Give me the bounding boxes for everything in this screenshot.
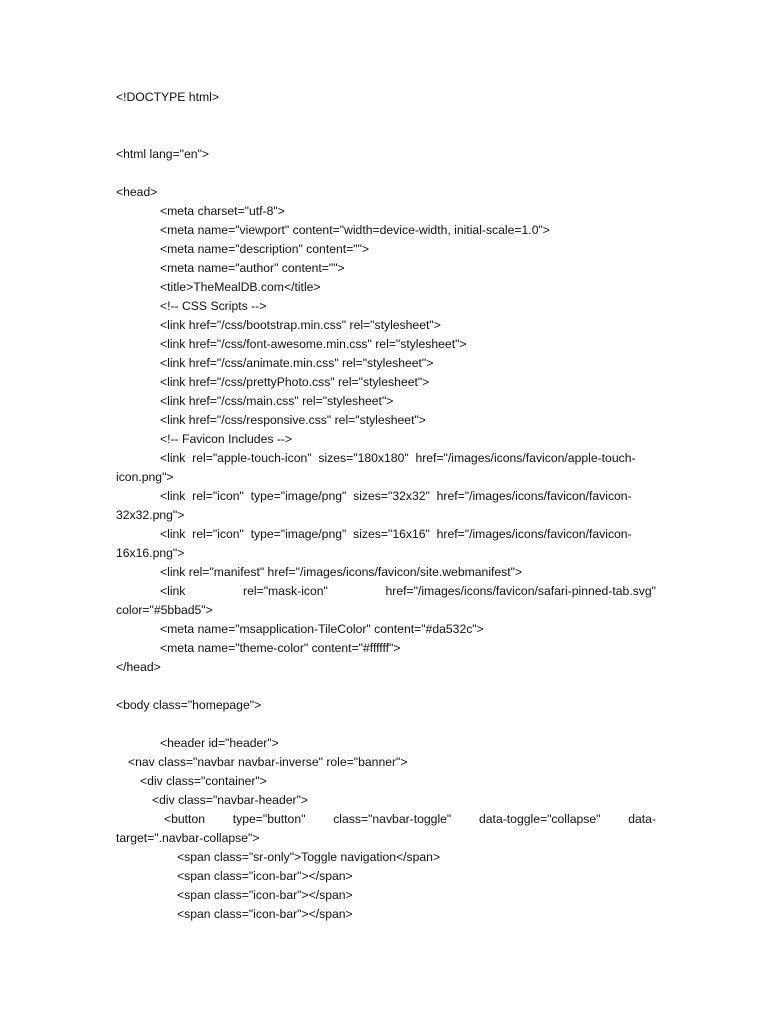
code-line: <meta name="viewport" content="width=device-width, initial-scale=1.0"> — [160, 223, 550, 237]
code-line: </head> — [116, 660, 161, 674]
code-line: <nav class="navbar navbar-inverse" role="banner"> — [128, 755, 408, 769]
code-line: <link href="/css/animate.min.css" rel="stylesheet"> — [160, 356, 434, 370]
code-line: <title>TheMealDB.com</title> — [160, 280, 321, 294]
code-line: <head> — [116, 185, 158, 199]
code-line: <link href="/css/prettyPhoto.css" rel="stylesheet"> — [160, 375, 430, 389]
code-line: <body class="homepage"> — [116, 698, 262, 712]
code-token: rel="mask-icon" — [243, 584, 328, 598]
code-line: <span class="icon-bar"></span> — [177, 907, 353, 921]
code-line: target=".navbar-collapse"> — [116, 831, 260, 845]
code-line: <link rel="manifest" href="/images/icons/favicon/site.webmanifest"> — [160, 565, 523, 579]
code-line: <meta name="description" content=""> — [160, 242, 370, 256]
code-token: type="button" — [232, 812, 306, 826]
code-token: <button — [164, 812, 206, 826]
code-line: <!-- Favicon Includes --> — [160, 432, 293, 446]
code-line: <meta name="theme-color" content="#ffffff"> — [160, 641, 401, 655]
code-line: <link rel="icon" type="image/png" sizes="32x32" href="/images/icons/favicon/favicon- — [160, 489, 632, 503]
code-line: <header id="header"> — [160, 736, 279, 750]
code-line: <link href="/css/responsive.css" rel="stylesheet"> — [160, 413, 426, 427]
code-line: <span class="icon-bar"></span> — [177, 888, 353, 902]
code-line: <!-- CSS Scripts --> — [160, 299, 267, 313]
code-line: <html lang="en"> — [116, 147, 210, 161]
code-line: <meta charset="utf-8"> — [160, 204, 285, 218]
code-line: 16x16.png"> — [116, 546, 185, 560]
code-line: <link href="/css/main.css" rel="stylesheet"> — [160, 394, 394, 408]
code-line: <link href="/css/font-awesome.min.css" rel="stylesheet"> — [160, 337, 467, 351]
code-line: 32x32.png"> — [116, 508, 185, 522]
code-token: data- — [628, 812, 656, 826]
code-line-button — [164, 811, 656, 827]
code-line: <link rel="icon" type="image/png" sizes="16x16" href="/images/icons/favicon/favicon- — [160, 527, 632, 541]
code-token: <link — [160, 584, 186, 598]
code-token: href="/images/icons/favicon/safari-pinned-tab.svg" — [385, 584, 656, 598]
code-line: <div class="container"> — [140, 774, 267, 788]
code-line: <meta name="author" content=""> — [160, 261, 345, 275]
code-line: <link href="/css/bootstrap.min.css" rel="stylesheet"> — [160, 318, 441, 332]
code-token: class="navbar-toggle" — [333, 812, 452, 826]
code-line: <span class="icon-bar"></span> — [177, 869, 353, 883]
code-line: color="#5bbad5"> — [116, 603, 213, 617]
code-line: <span class="sr-only">Toggle navigation</span> — [177, 850, 441, 864]
code-line: <div class="navbar-header"> — [152, 793, 309, 807]
code-line: <!DOCTYPE html> — [116, 90, 219, 104]
code-line: <meta name="msapplication-TileColor" content="#da532c"> — [160, 622, 484, 636]
code-line: <link rel="apple-touch-icon" sizes="180x180" href="/images/icons/favicon/apple-touch- — [160, 451, 636, 465]
code-line-mask-icon — [160, 583, 656, 599]
code-token: data-toggle="collapse" — [479, 812, 601, 826]
code-line: icon.png"> — [116, 470, 174, 484]
